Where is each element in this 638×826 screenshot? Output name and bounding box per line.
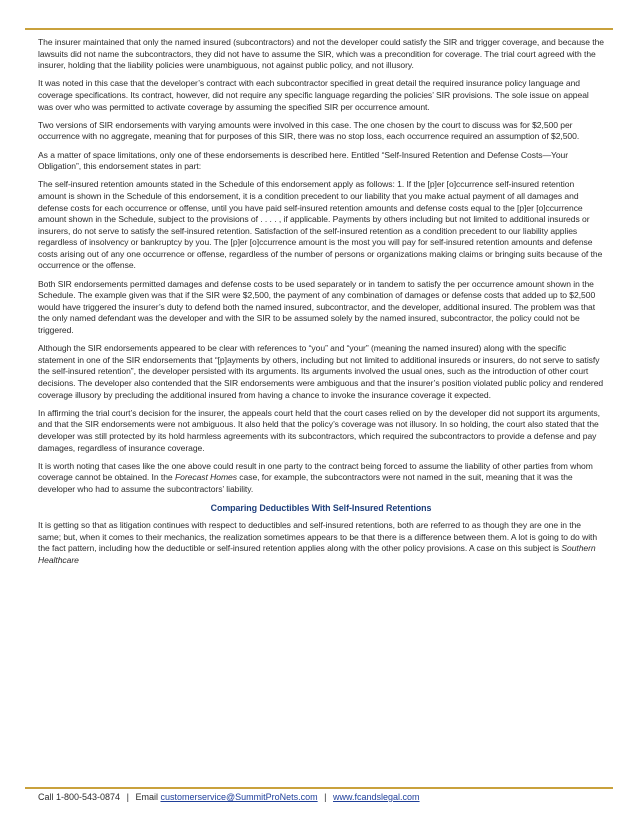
top-divider <box>25 28 613 30</box>
forecast-text-after: case, for example, the subcontractors were not named in the suit, meaning that it was the developer who had to assume the subcontractors’ liability. <box>38 472 573 494</box>
section-heading: Comparing Deductibles With Self-Insured Retentions <box>210 502 432 513</box>
footer-website-link[interactable]: www.fcandslegal.com <box>333 792 420 802</box>
bottom-divider <box>25 787 613 789</box>
paragraph-7: Although the SIR endorsements appeared to be clear with references to “you” and “your” (meaning the named insured) along with the specific statement in one of the SIR endorsements that “[p]ayments by others, including but not limited to additional insureds or insurers, do not serve to satisfy the self-insured retention”, the developer persisted with its arguments. Its arguments involved the usual ones, such as the introduction of other court decisions. The developer also contended that the SIR endorsements were ambiguous and that the insurer’s position violated public policy and rendered coverage illusory by precluding the additional insured from having a chance to invoke the insurance coverage it expected. <box>38 343 604 400</box>
case-name-southern-healthcare: Southern Healthcare <box>38 543 596 565</box>
footer-email-label: Email <box>135 792 158 802</box>
footer <box>38 792 420 802</box>
endorsement-quote: The self-insured retention amounts stated in the Schedule of this endorsement apply as follows: 1. If the [p]er [o]ccurrence self-insured retention amount is shown in the Schedule of this endorsement, it is a condition precedent to our liability that you make actual payment of all damages and defense costs for each occurrence or offense, until you have paid self-insured retention amounts and defense costs equal to the [p]er [o]ccurrence amount shown in the Schedule, subject to the provisions of . . . . , if applicable. Payments by others including but not limited to additional insureds or insurers, do not serve to satisfy the self-insured retention. Satisfaction of the self-insured retention as a condition precedent to our liability applies regardless of insolvency or bankruptcy by you. The [p]er [o]ccurrence amount is the most you will pay for self-insured retention amounts and defense costs arising out of any one occurrence or offense, regardless of the number of persons or organizations making claims or bringing suits because of the occurrence or the offense. <box>38 179 603 271</box>
paragraph-2: It was noted in this case that the developer’s contract with each subcontractor specified in great detail the required insurance policy language and coverage specifications. Its contract, however, did not require any specific language regarding the policies’ SIR provisions. The sole issue on appeal was over who was permitted to activate coverage by assuming the specified SIR per occurrence amount. <box>38 78 589 112</box>
footer-phone: Call 1-800-543-0874 <box>38 792 121 802</box>
paragraph-6: Both SIR endorsements permitted damages and defense costs to be used separately or in tandem to satisfy the per occurrence amount shown in the Schedule. The example given was that if the SIR were $2,500, the payment of any combination of damages or defense costs that added up to $2,500 would have triggered the insurer’s duty to defend both the named insured, subcontractor, and the developer, additional insured. The problem was that the only named defendant was the developer and with the SIR to be assumed solely by the named insured, subcontractor, the policy could not be triggered. <box>38 278 596 336</box>
forecast-text-before: It is worth noting that cases like the one above could result in one party to the contract being forced to assume the liability of other parties from whom coverage cannot be obtained. In the <box>38 460 593 483</box>
paragraph-1: The insurer maintained that only the named insured (subcontractors) and not the developer could satisfy the SIR and trigger coverage, and because the lawsuits did not name the subcontractors, they did not have to assume the SIR, which was a precondition for coverage. The trial court agreed with the insurer, holding that the liability policies were unambiguous, not against public policy, and not illusory. <box>38 37 605 71</box>
paragraph-4: As a matter of space limitations, only one of these endorsements is described here. Entitled “Self-Insured Retention and Defense Costs—Your Obligation”, this endorsement states in part: <box>38 149 569 172</box>
footer-email-link[interactable]: customerservice@SummitProNets.com <box>160 792 318 802</box>
footer-separator: | <box>126 792 129 802</box>
case-name-forecast-homes: Forecast Homes <box>174 472 237 483</box>
footer-separator: | <box>324 792 327 802</box>
paragraph-last <box>38 520 604 566</box>
last-text-before: It is getting so that as litigation continues with respect to deductibles and self-insured retentions, both are referred to as though they are one in the same; but, when it comes to their mechanics, the realization sometimes appears to be that there is a difference between them. A lot is going to do with the fact pattern, including how the deductible or self-insured retention applies along with the other policy provisions. A case on this subject is <box>38 520 598 554</box>
article-body <box>38 37 604 573</box>
paragraph-3: Two versions of SIR endorsements with varying amounts were involved in this case. The one chosen by the court to discuss was for $2,500 per occurrence with no aggregate, meaning that for purposes of this SIR, there was no stop loss, each occurrence required an assumption of $2,500. <box>38 119 580 142</box>
paragraph-forecast <box>38 461 604 496</box>
paragraph-8: In affirming the trial court’s decision for the insurer, the appeals court held that the court cases relied on by the developer did not support its arguments, and that the SIR endorsements were not ambiguous. It also held that the policy’s coverage was not illusory. In so holding, the court also stated that the developer was still protected by its hold harmless agreements with its subcontractors, which required the subcontractors to provide a defense and pay damages, regardless of insurance coverage. <box>38 407 600 453</box>
